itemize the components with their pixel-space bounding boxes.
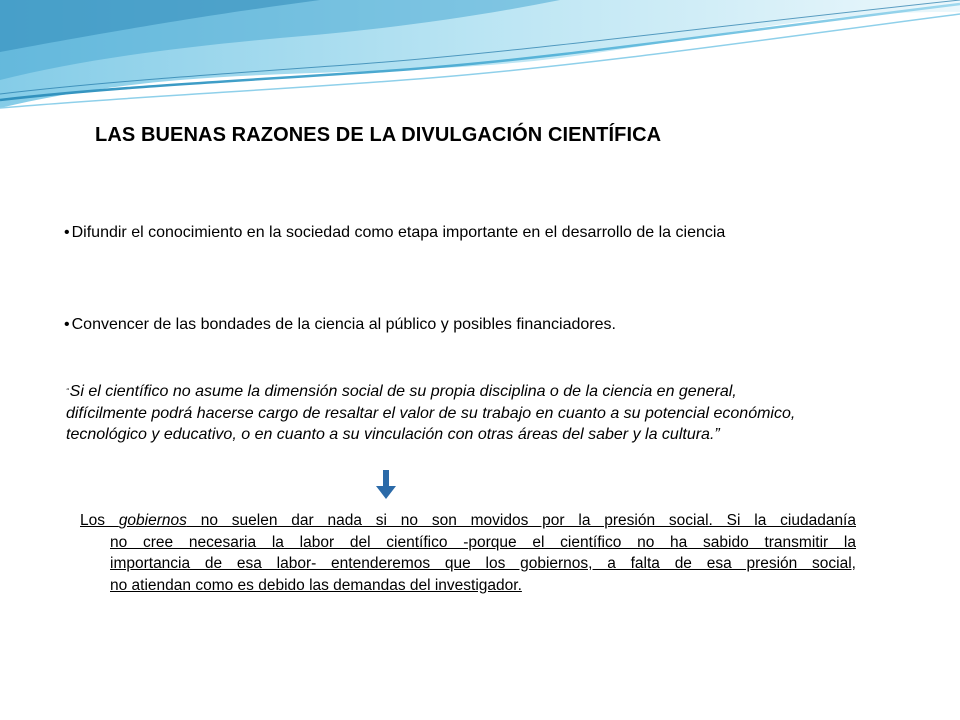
conclusion-line-1 — [80, 510, 856, 532]
conclusion-text-start: Los — [80, 512, 119, 529]
bullet-difundir — [64, 224, 725, 242]
quote-text: Si el científico no asume la dimensión social de su propia disciplina o de la ciencia en general, difícilmente podrá hacerse cargo de resaltar el valor de su trabajo en cuanto a su potencial económico, tecnológico y educativo, o en cuanto a su vinculación con otras áreas del saber y la cultura.” — [66, 383, 796, 443]
conclusion-line-4 — [80, 575, 522, 597]
quote-block — [66, 381, 806, 446]
down-arrow-icon — [375, 470, 397, 500]
quote-open-mark: “ — [66, 387, 69, 396]
conclusion-text-italic: gobiernos — [118, 512, 187, 529]
wave-header-decoration — [0, 0, 960, 120]
conclusion-text-rest: no suelen dar nada si no son movidos por la presión social. Si la ciudadanía — [186, 512, 856, 529]
slide-title: LAS BUENAS RAZONES DE LA DIVULGACIÓN CIENTÍFICA — [95, 124, 662, 146]
conclusion-text: importancia de esa labor- entenderemos que los gobiernos, a falta de esa presión social, — [110, 555, 856, 572]
conclusion-line-3 — [80, 553, 856, 575]
conclusion-text: no cree necesaria la labor del científico -porque el científico no ha sabido transmitir la — [110, 533, 856, 551]
conclusion-paragraph — [80, 510, 856, 596]
bullet-text: Convencer de las bondades de la ciencia al público y posibles financiadores. — [71, 316, 616, 333]
bullet-marker: • — [64, 316, 70, 333]
conclusion-line-2 — [80, 532, 856, 554]
bullet-text: Difundir el conocimiento en la sociedad como etapa importante en el desarrollo de la ciencia — [71, 224, 726, 241]
bullet-marker: • — [64, 224, 70, 241]
bullet-convencer — [64, 316, 616, 334]
conclusion-text: no atiendan como es debido las demandas del investigador. — [110, 576, 522, 594]
